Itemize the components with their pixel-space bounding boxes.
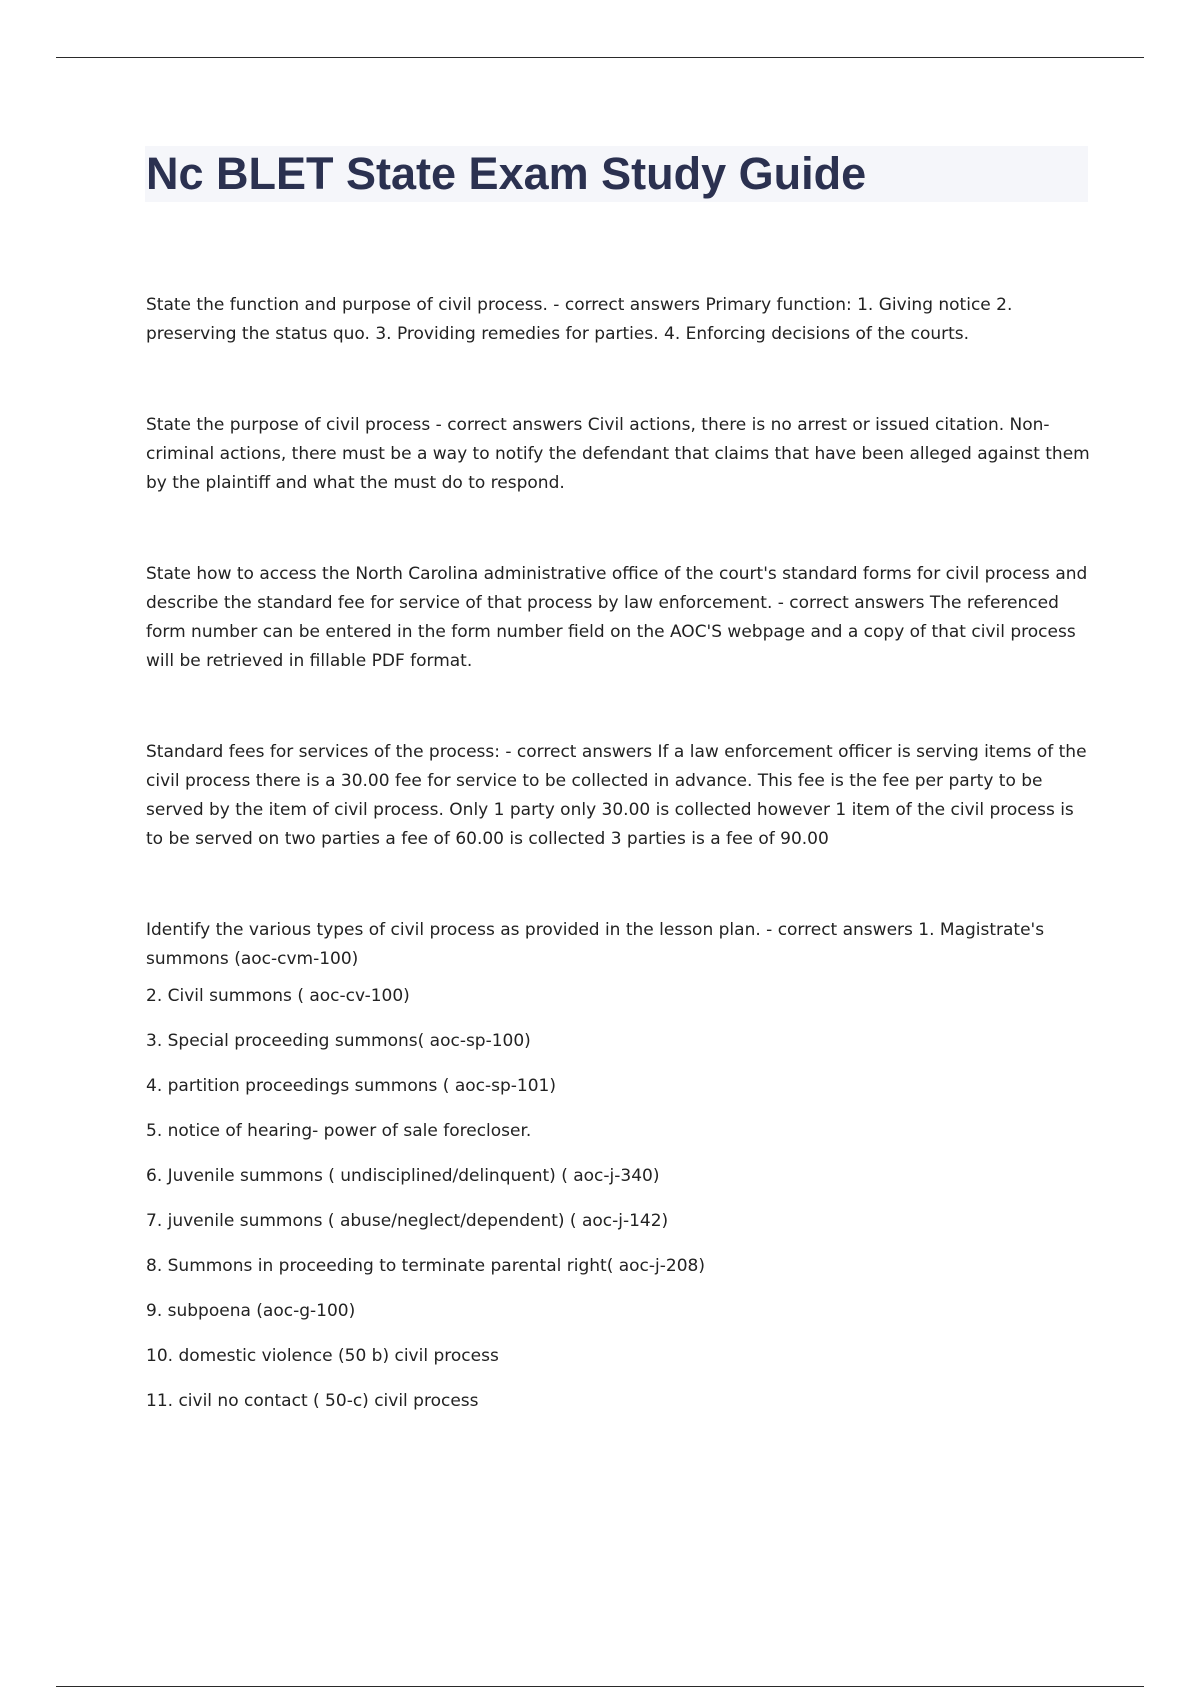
list-item: 2. Civil summons ( aoc-cv-100) (146, 986, 410, 1006)
top-rule (56, 57, 1144, 58)
list-item: 11. civil no contact ( 50-c) civil process (146, 1391, 479, 1411)
qa-paragraph: State the purpose of civil process - correct answers Civil actions, there is no arrest or issued citation. Non- criminal actions, there must be a way to notify the defendant that claims that have been alleged against them by the plaintiff and what the must do to respond. (146, 415, 1090, 493)
qa-paragraph: Standard fees for services of the process: - correct answers If a law enforcement officer is serving items of the civil process there is a 30.00 fee for service to be collected in advance. This fee is the fee per party to be served by the item of civil process. Only 1 party only 30.00 is collected however 1 item of the civil process is to be served on two parties a fee of 60.00 is collected 3 parties is a fee of 90.00 (146, 742, 1087, 849)
list-item: 9. subpoena (aoc-g-100) (146, 1301, 356, 1321)
list-item: 8. Summons in proceeding to terminate parental right( aoc-j-208) (146, 1256, 705, 1276)
qa-paragraph: State the function and purpose of civil process. - correct answers Primary function: 1. Giving notice 2. preserving the status quo. 3. Providing remedies for parties. 4. Enforcing decisions of the courts. (146, 295, 1013, 344)
qa-paragraph: Identify the various types of civil process as provided in the lesson plan. - correct answers 1. Magistrate's summons (aoc-cvm-100) (146, 920, 1045, 969)
list-item: 4. partition proceedings summons ( aoc-sp-101) (146, 1076, 556, 1096)
list-item: 10. domestic violence (50 b) civil process (146, 1346, 499, 1366)
bottom-rule (56, 1686, 1144, 1687)
list-item: 7. juvenile summons ( abuse/neglect/dependent) ( aoc-j-142) (146, 1211, 669, 1231)
document-body (146, 291, 1096, 1432)
list-item: 3. Special proceeding summons( aoc-sp-100) (146, 1031, 531, 1051)
list-item: 5. notice of hearing- power of sale forecloser. (146, 1121, 532, 1141)
document-title: Nc BLET State Exam Study Guide (146, 148, 867, 199)
qa-paragraph: State how to access the North Carolina administrative office of the court's standard forms for civil process and describe the standard fee for service of that process by law enforcement. - correct answers The referenced form number can be entered in the form number field on the AOC'S webpage and a copy of that civil process will be retrieved in fillable PDF format. (146, 564, 1088, 671)
civil-process-types-list (146, 982, 1096, 1416)
list-item: 6. Juvenile summons ( undisciplined/delinquent) ( aoc-j-340) (146, 1166, 660, 1186)
